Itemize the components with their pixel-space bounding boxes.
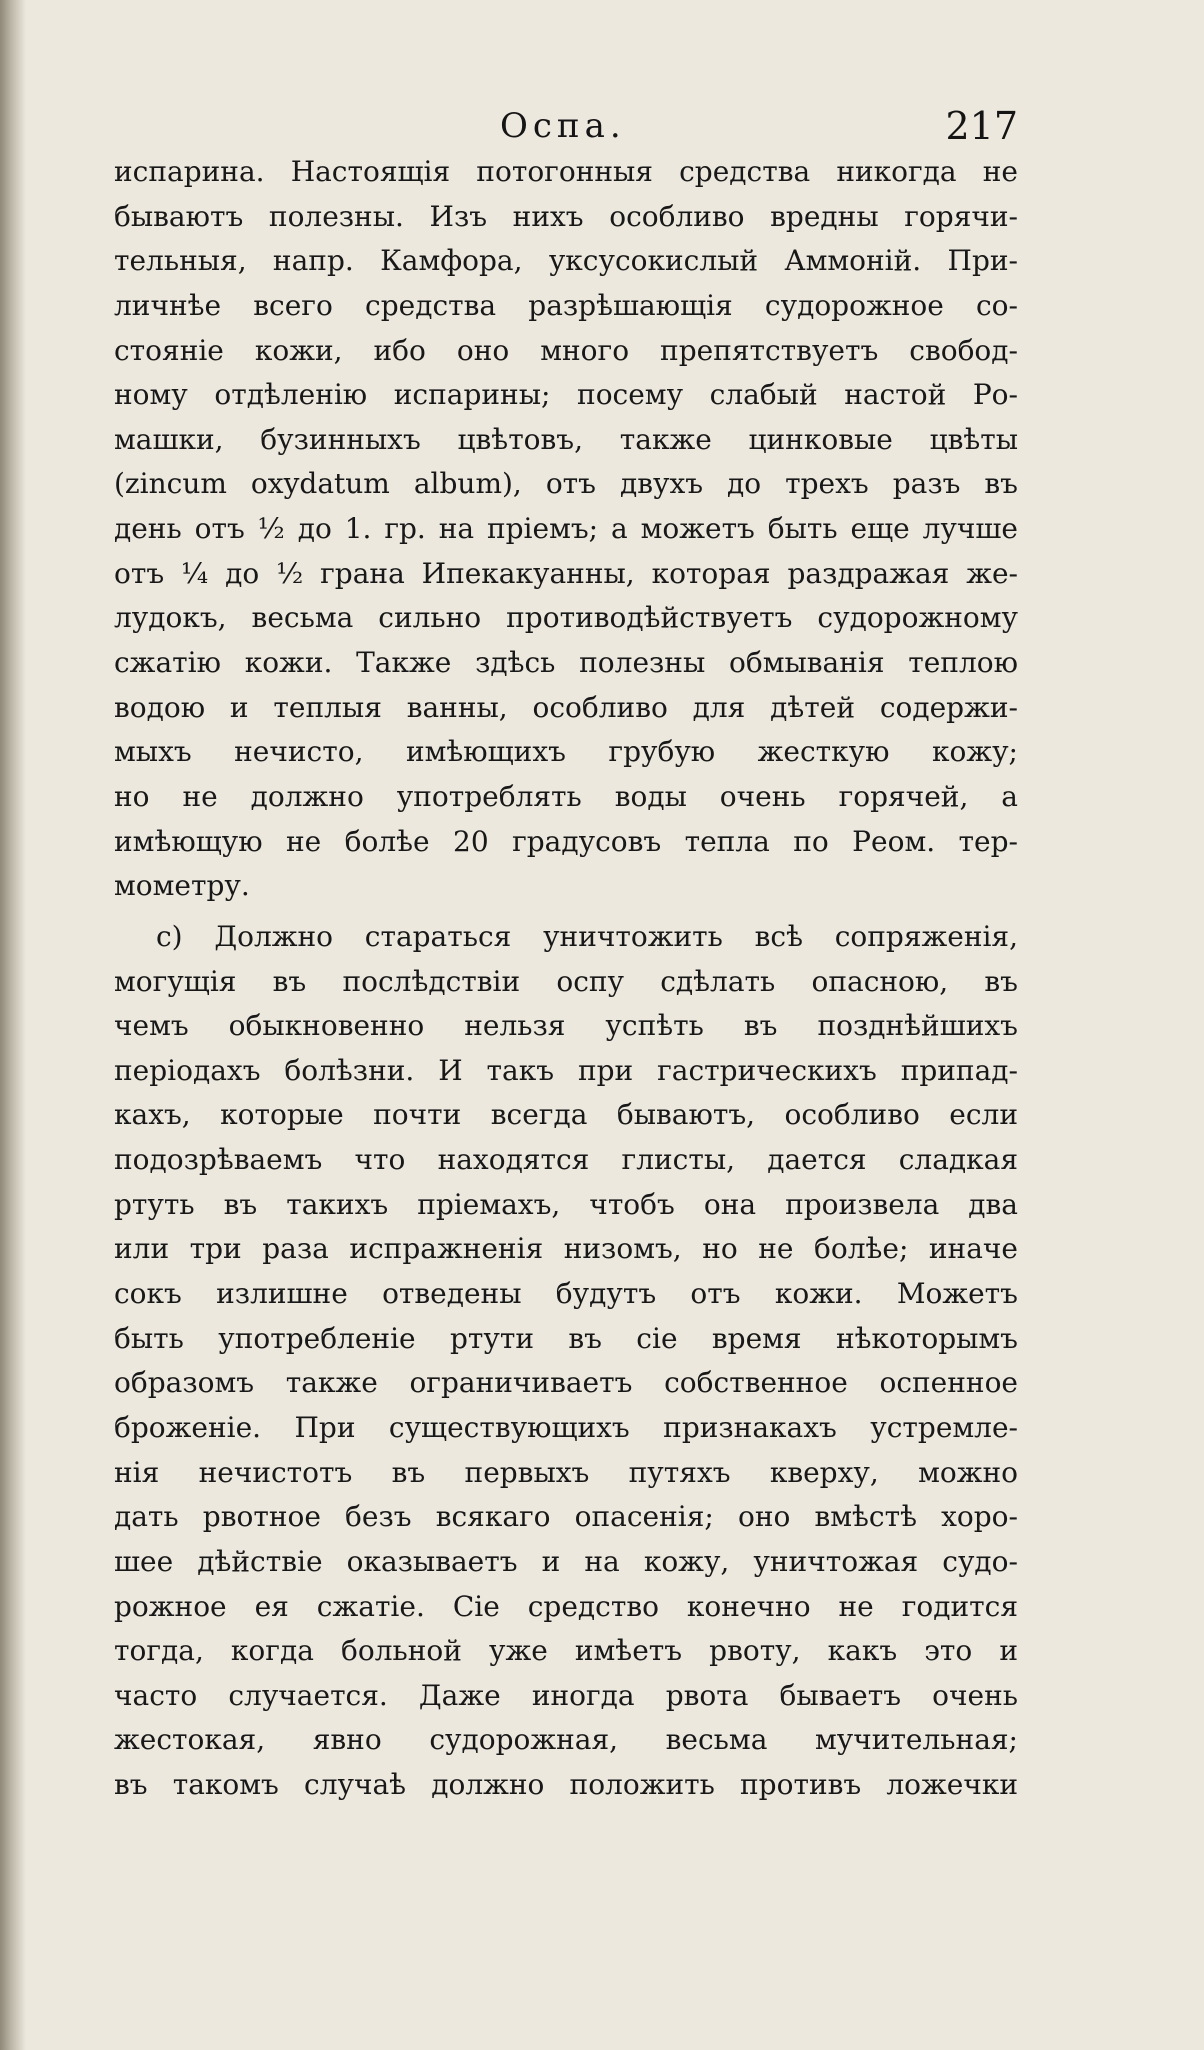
- page-number: 217: [945, 104, 1018, 148]
- text-line: тогда, когда больной уже имѣетъ рвоту, какъ это и: [114, 1634, 1018, 1668]
- text-line: c) Должно стараться уничтожить всѣ сопряженія,: [156, 919, 1018, 953]
- text-line: личнѣе всего средства разрѣшающія судорожное со-: [114, 288, 1018, 322]
- text-line: день отъ ½ до 1. гр. на пріемъ; а можетъ быть еще лучше: [114, 512, 1018, 546]
- text-line: имѣющую не болѣе 20 градусовъ тепла по Реом. тер-: [114, 824, 1018, 858]
- body-text: [114, 150, 1018, 1808]
- text-line: машки, бузинныхъ цвѣтовъ, также цинковые цвѣты: [114, 422, 1018, 456]
- text-line: но не должно употреблять воды очень горячей, а: [114, 779, 1018, 813]
- page-header: [150, 106, 1018, 150]
- text-line: лудокъ, весьма сильно противодѣйствуетъ судорожному: [114, 601, 1018, 635]
- text-line: шее дѣйствіе оказываетъ и на кожу, уничтожая судо-: [114, 1544, 1018, 1578]
- text-line: жестокая, явно судорожная, весьма мучительная;: [114, 1723, 1018, 1757]
- text-line: часто случается. Даже иногда рвота бываетъ очень: [114, 1678, 1018, 1712]
- text-line: сжатію кожи. Также здѣсь полезны обмыванія теплою: [114, 646, 1018, 680]
- text-line: рожное ея сжатіе. Сіе средство конечно не годится: [114, 1589, 1018, 1623]
- text-line: чемъ обыкновенно нельзя успѣть въ позднѣйшихъ: [114, 1009, 1018, 1043]
- text-line: мыхъ нечисто, имѣющихъ грубую жесткую кожу;: [114, 735, 1018, 769]
- text-line: кахъ, которые почти всегда бываютъ, особливо если: [114, 1098, 1018, 1132]
- text-line: быть употребленіе ртути въ сіе время нѣкоторымъ: [114, 1321, 1018, 1355]
- text-line: образомъ также ограничиваетъ собственное оспенное: [114, 1366, 1018, 1400]
- text-line: мометру.: [114, 869, 250, 903]
- text-line: (zincum oxydatum album), отъ двухъ до трехъ разъ въ: [114, 467, 1018, 501]
- text-line: ртуть въ такихъ пріемахъ, чтобъ она произвела два: [114, 1187, 1018, 1221]
- text-line: бываютъ полезны. Изъ нихъ особливо вредны горячи-: [114, 199, 1018, 233]
- text-line: водою и теплыя ванны, особливо для дѣтей содержи-: [114, 690, 1018, 724]
- text-line: стояніе кожи, ибо оно много препятствуетъ свобод-: [114, 333, 1018, 367]
- text-line: подозрѣваемъ что находятся глисты, дается сладкая: [114, 1143, 1018, 1177]
- text-line: сокъ излишне отведены будутъ отъ кожи. Можетъ: [114, 1277, 1018, 1311]
- text-line: могущія въ послѣдствіи оспу сдѣлать опасною, въ: [114, 964, 1018, 998]
- text-line: тельныя, напр. Камфора, уксусокислый Аммоній. При-: [114, 244, 1018, 278]
- text-line: отъ ¼ до ½ грана Ипекакуанны, которая раздражая же-: [114, 556, 1018, 590]
- text-line: броженіе. При существующихъ признакахъ устремле-: [114, 1410, 1018, 1444]
- text-line: нія нечистотъ въ первыхъ путяхъ кверху, можно: [114, 1455, 1018, 1489]
- text-line: періодахъ болѣзни. И такъ при гастрическихъ припад-: [114, 1053, 1018, 1087]
- text-line: въ такомъ случаѣ должно положить противъ ложечки: [114, 1768, 1018, 1802]
- running-title: Оспа.: [500, 106, 626, 146]
- text-line: или три раза испражненія низомъ, но не болѣе; иначе: [114, 1232, 1018, 1266]
- text-line: ному отдѣленію испарины; посему слабый настой Ро-: [114, 378, 1018, 412]
- text-line: дать рвотное безъ всякаго опасенія; оно вмѣстѣ хоро-: [114, 1500, 1018, 1534]
- text-line: испарина. Настоящія потогонныя средства никогда не: [114, 155, 1018, 188]
